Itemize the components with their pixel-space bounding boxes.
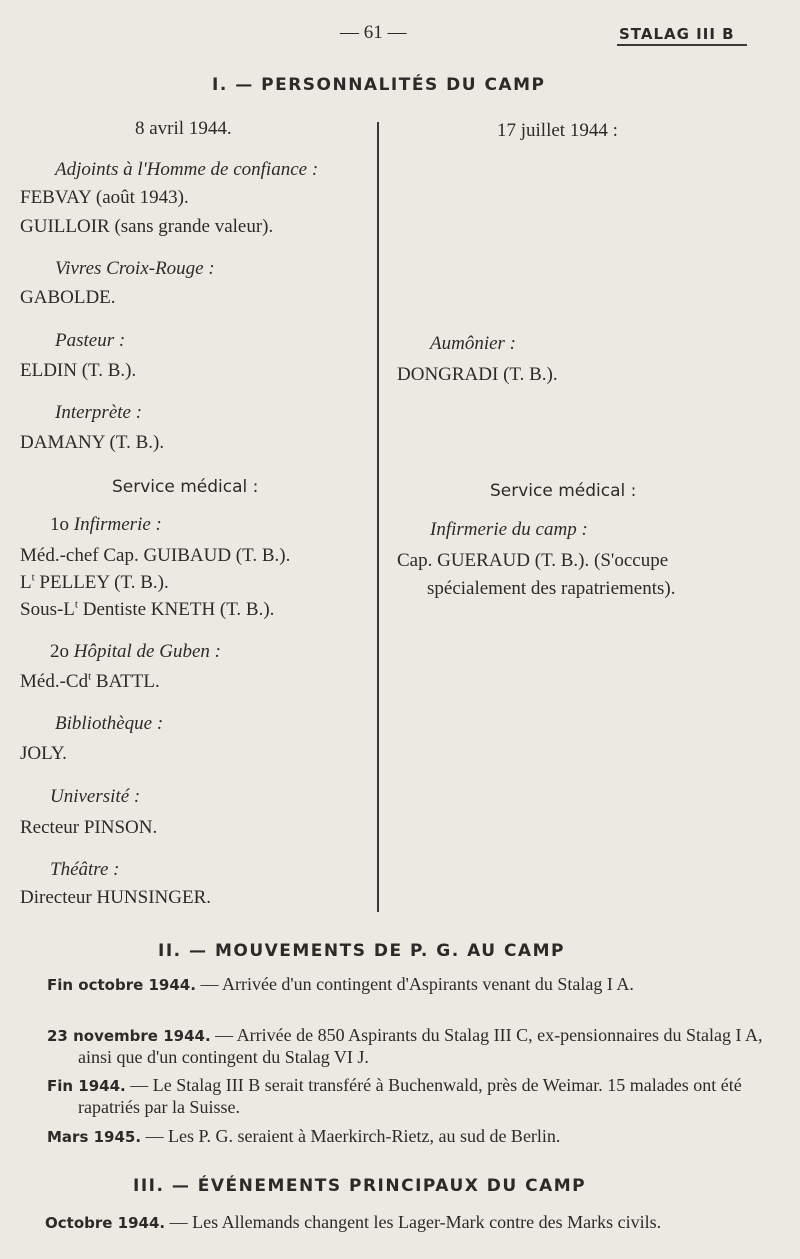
interprete-name: DAMANY (T. B.). xyxy=(20,432,165,453)
pasteur-label: Pasteur : xyxy=(55,330,126,351)
infirmerie-camp-label: Infirmerie du camp : xyxy=(430,519,588,540)
infirmerie-line-2-rest: PELLEY (T. B.). xyxy=(34,572,169,593)
page-number: — 61 — xyxy=(340,22,407,43)
hopital-line-sup: t xyxy=(88,670,92,683)
movement-entry-1-date: Fin octobre 1944. xyxy=(47,976,196,994)
adjoints-label: Adjoints à l'Homme de confiance : xyxy=(55,159,319,180)
movement-entry-1 xyxy=(47,974,778,996)
right-service-medical: Service médical : xyxy=(490,481,637,501)
infirmerie-line-1: Méd.-chef Cap. GUIBAUD (T. B.). xyxy=(20,545,291,566)
hopital-number: 2o xyxy=(50,641,69,662)
universite-name: Recteur PINSON. xyxy=(20,817,158,838)
theatre-name: Directeur HUNSINGER. xyxy=(20,887,212,908)
running-title-underline xyxy=(617,44,747,46)
infirmerie-line-3-sup: t xyxy=(74,598,78,611)
event-entry-1 xyxy=(45,1212,776,1234)
section-3-title: III. — ÉVÉNEMENTS PRINCIPAUX DU CAMP xyxy=(133,1176,587,1196)
aumonier-label: Aumônier : xyxy=(430,333,517,354)
infirmerie-heading xyxy=(50,514,162,536)
event-entry-1-text: — Les Allemands changent les Lager-Mark contre des Marks civils. xyxy=(165,1212,662,1232)
infirmerie-label: Infirmerie : xyxy=(73,514,162,535)
infirmerie-line-3-prefix: Sous-L xyxy=(20,599,75,620)
hopital-label: Hôpital de Guben : xyxy=(73,641,221,662)
interprete-label: Interprète : xyxy=(55,402,143,423)
infirmerie-line-2-prefix: L xyxy=(20,572,32,593)
movement-entry-4-date: Mars 1945. xyxy=(47,1128,142,1146)
infirmerie-line-2 xyxy=(20,572,169,594)
infirmerie-camp-line-2: spécialement des rapatriements). xyxy=(427,578,676,599)
movement-entry-2 xyxy=(47,1025,778,1068)
bibliotheque-name: JOLY. xyxy=(20,743,67,764)
movement-entry-4 xyxy=(47,1126,778,1148)
hopital-line-prefix: Méd.-Cd xyxy=(20,671,89,692)
adjoints-line-1: FEBVAY (août 1943). xyxy=(20,187,189,208)
infirmerie-line-3-rest: Dentiste KNETH (T. B.). xyxy=(77,599,275,620)
column-divider xyxy=(377,122,379,912)
pasteur-name: ELDIN (T. B.). xyxy=(20,360,137,381)
right-date: 17 juillet 1944 : xyxy=(497,120,618,141)
movement-entry-3-date: Fin 1944. xyxy=(47,1077,126,1095)
vivres-name: GABOLDE. xyxy=(20,287,116,308)
running-title: STALAG III B xyxy=(619,25,735,43)
theatre-label: Théâtre : xyxy=(50,859,120,880)
left-service-medical: Service médical : xyxy=(112,477,259,497)
section-2-title: II. — MOUVEMENTS DE P. G. AU CAMP xyxy=(158,941,565,961)
infirmerie-camp-line-1: Cap. GUERAUD (T. B.). (S'occupe xyxy=(397,550,669,571)
event-entry-1-date: Octobre 1944. xyxy=(45,1214,166,1232)
movement-entry-3 xyxy=(47,1075,778,1118)
hopital-line-rest: BATTL. xyxy=(91,671,160,692)
infirmerie-number: 1o xyxy=(50,514,69,535)
adjoints-line-2: GUILLOIR (sans grande valeur). xyxy=(20,216,274,237)
vivres-label: Vivres Croix-Rouge : xyxy=(55,258,215,279)
movement-entry-3-text: — Le Stalag III B serait transféré à Buchenwald, près de Weimar. 15 malades ont été rapatriés par la Suisse. xyxy=(78,1075,742,1117)
universite-label: Université : xyxy=(50,786,141,807)
bibliotheque-label: Bibliothèque : xyxy=(55,713,164,734)
movement-entry-2-text: — Arrivée de 850 Aspirants du Stalag III C, ex-pensionnaires du Stalag I A, ainsi que d'un contingent du Stalag VI J. xyxy=(78,1025,763,1067)
hopital-heading xyxy=(50,641,221,663)
infirmerie-line-2-sup: t xyxy=(31,571,35,584)
movement-entry-1-text: — Arrivée d'un contingent d'Aspirants venant du Stalag I A. xyxy=(195,974,634,994)
movement-entry-4-text: — Les P. G. seraient à Maerkirch-Rietz, au sud de Berlin. xyxy=(141,1126,561,1146)
section-1-title: I. — PERSONNALITÉS DU CAMP xyxy=(212,75,546,95)
left-date: 8 avril 1944. xyxy=(135,118,232,139)
movement-entry-2-date: 23 novembre 1944. xyxy=(47,1027,211,1045)
hopital-line xyxy=(20,671,160,693)
infirmerie-line-3 xyxy=(20,599,274,621)
aumonier-name: DONGRADI (T. B.). xyxy=(397,364,558,385)
